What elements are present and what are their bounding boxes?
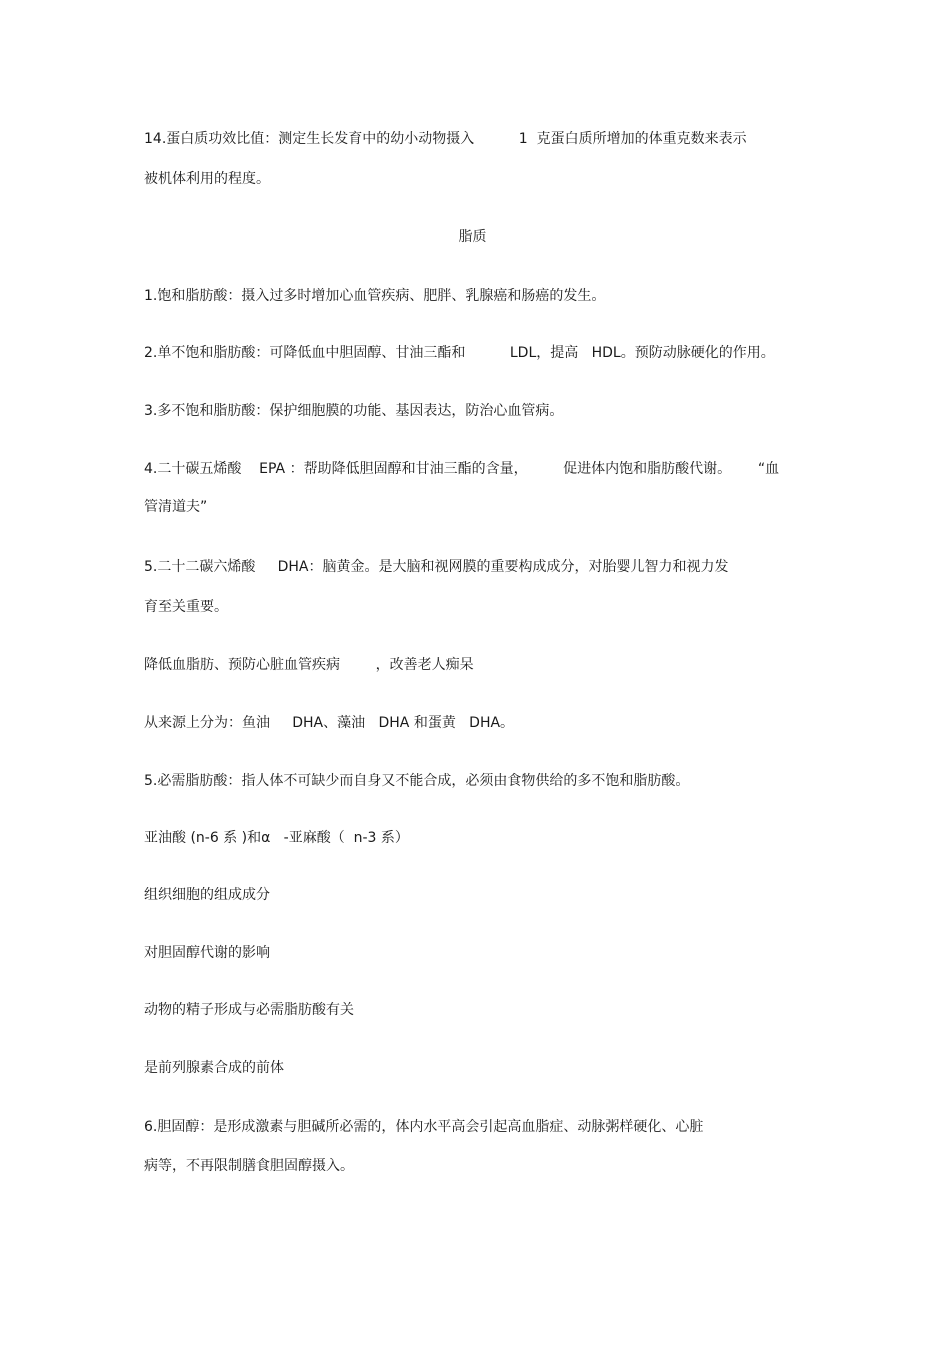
item-epa-line-2: 管清道夫” (144, 499, 208, 515)
protein-efficiency-line-2: 被机体利用的程度。 (144, 171, 270, 187)
item-epa-line-1: 4.二十碳五烯酸 EPA ：帮助降低胆固醇和甘油三酯的含量， 促进体内饱和脂肪酸代谢。 “血 (144, 461, 780, 477)
item-cholesterol-line-2: 病等，不再限制膳食胆固醇摄入。 (144, 1158, 354, 1174)
item-dha-line-1: 5.二十二碳六烯酸 DHA：脑黄金。是大脑和视网膜的重要构成成分，对胎婴儿智力和视力发 (144, 559, 729, 575)
dha-benefits: 降低血脂肪、预防心脏血管疾病 ，改善老人痴呆 (144, 657, 474, 673)
essential-fatty-acid-role-2: 对胆固醇代谢的影响 (144, 945, 270, 961)
section-heading-lipids: 脂质 (458, 229, 487, 245)
item-monounsaturated-fatty-acid: 2.单不饱和脂肪酸：可降低血中胆固醇、甘油三酯和 LDL，提高 HDL。预防动脉硬化的作用。 (144, 345, 775, 361)
item-essential-fatty-acid: 5.必需脂肪酸：指人体不可缺少而自身又不能合成，必须由食物供给的多不饱和脂肪酸。 (144, 773, 690, 789)
essential-fatty-acid-role-3: 动物的精子形成与必需脂肪酸有关 (144, 1002, 354, 1018)
essential-fatty-acid-role-1: 组织细胞的组成成分 (144, 887, 270, 903)
protein-efficiency-line-1: 14.蛋白质功效比值：测定生长发育中的幼小动物摄入 1 克蛋白质所增加的体重克数来表示 (144, 131, 747, 147)
item-cholesterol-line-1: 6.胆固醇：是形成激素与胆碱所必需的，体内水平高会引起高血脂症、动脉粥样硬化、心脏 (144, 1119, 704, 1135)
dha-sources: 从来源上分为：鱼油 DHA、藻油 DHA 和蛋黄 DHA。 (144, 715, 515, 731)
essential-fatty-acid-role-4: 是前列腺素合成的前体 (144, 1060, 284, 1076)
item-polyunsaturated-fatty-acid: 3.多不饱和脂肪酸：保护细胞膜的功能、基因表达，防治心血管病。 (144, 403, 564, 419)
item-dha-line-2: 育至关重要。 (144, 599, 228, 615)
essential-fatty-acid-types: 亚油酸 (n-6 系 )和α -亚麻酸（ n-3 系） (144, 830, 409, 846)
item-saturated-fatty-acid: 1.饱和脂肪酸：摄入过多时增加心血管疾病、肥胖、乳腺癌和肠癌的发生。 (144, 288, 606, 304)
